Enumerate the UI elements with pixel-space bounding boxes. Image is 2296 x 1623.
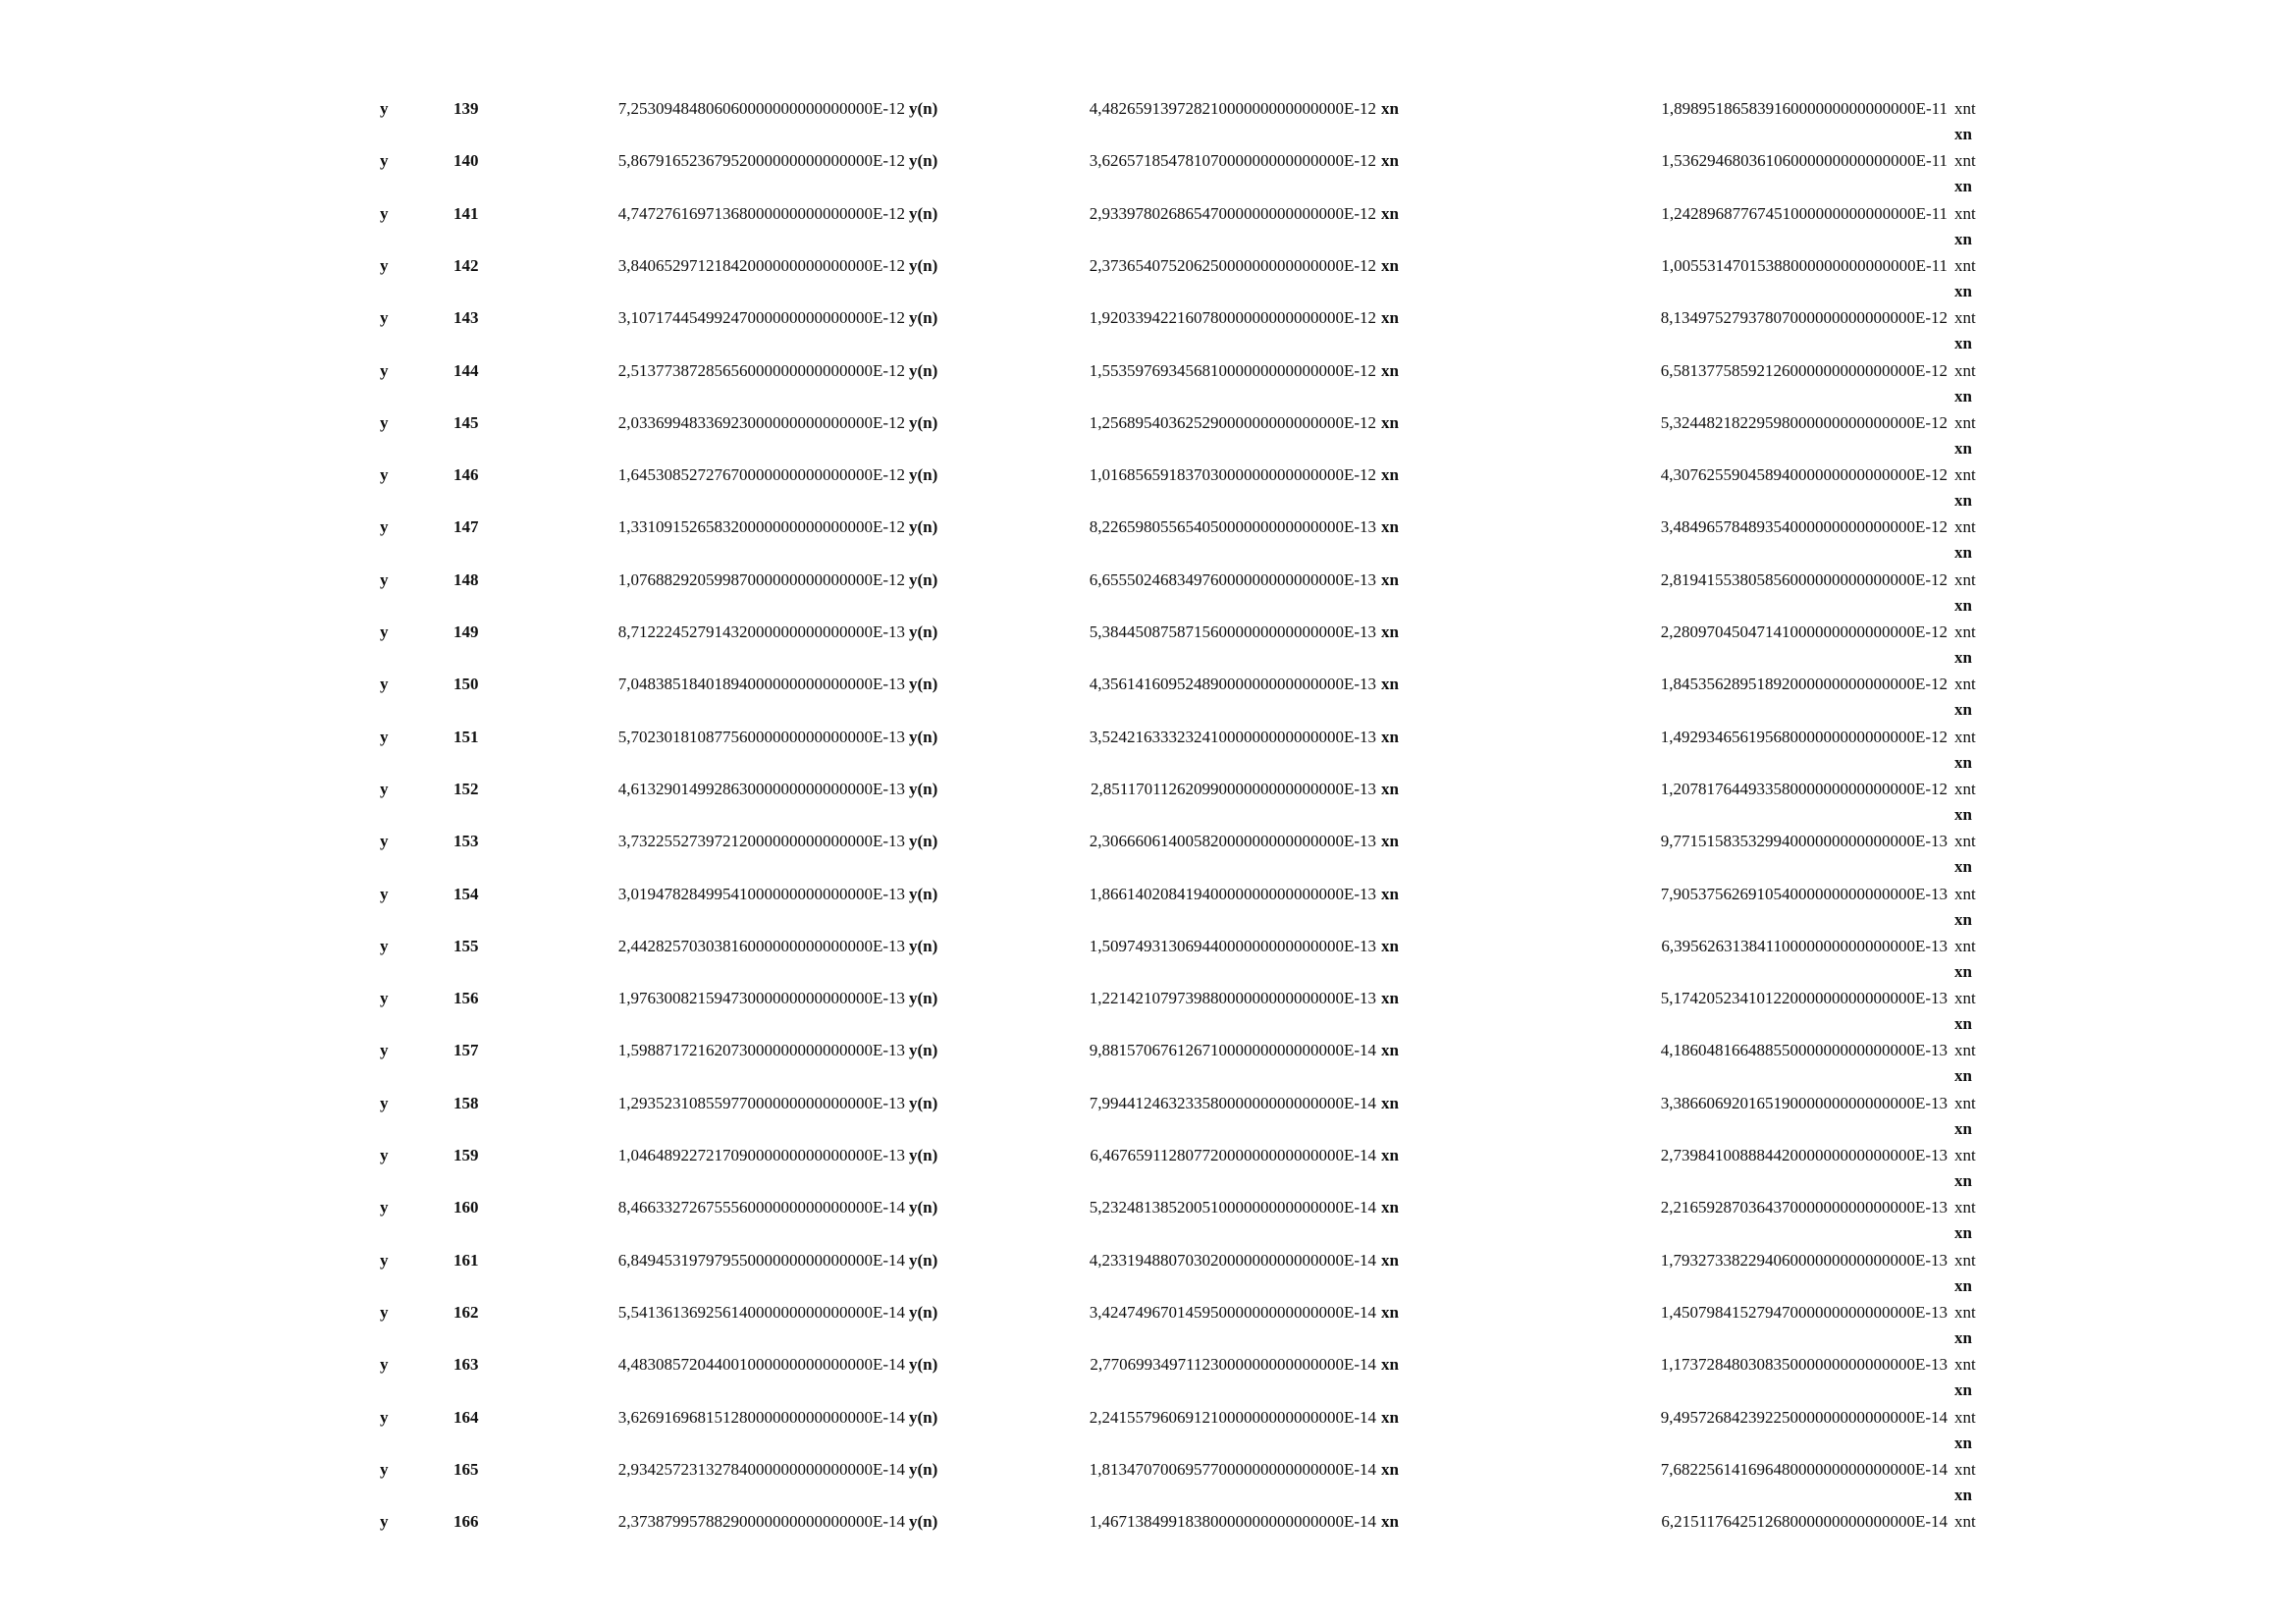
table-row <box>0 308 2296 360</box>
label-xnt: xnt <box>1954 1460 1976 1479</box>
row-label-y: y <box>380 885 389 903</box>
label-xn-continued: xn <box>1954 1119 1972 1138</box>
label-xn-continued: xn <box>1954 805 1972 824</box>
label-xn: xn <box>1381 256 1399 275</box>
value-y-n: 7,04838518401894000000000000000E-13 <box>617 675 905 693</box>
value-y-n: 2,51377387285656000000000000000E-12 <box>617 361 905 380</box>
value-xn: 4,35614160952489000000000000000E-13 <box>1089 675 1376 693</box>
value-xn: 2,85117011262099000000000000000E-13 <box>1090 780 1376 798</box>
row-index: 145 <box>454 413 479 432</box>
table-row <box>0 780 2296 832</box>
label-xn: xn <box>1381 413 1399 432</box>
table-row <box>0 465 2296 517</box>
row-index: 163 <box>454 1355 479 1374</box>
label-xn-continued: xn <box>1954 1171 1972 1190</box>
row-label-y: y <box>380 1303 389 1322</box>
label-xnt: xnt <box>1954 989 1976 1007</box>
row-index: 162 <box>454 1303 479 1322</box>
value-xn: 3,52421633323241000000000000000E-13 <box>1089 728 1376 746</box>
table-row <box>0 99 2296 151</box>
value-xnt: 6,58137758592126000000000000000E-12 <box>1660 361 1948 380</box>
value-y-n: 8,71222452791432000000000000000E-13 <box>617 622 905 641</box>
value-xn: 1,55359769345681000000000000000E-12 <box>1089 361 1376 380</box>
value-xn: 6,65550246834976000000000000000E-13 <box>1089 570 1376 589</box>
row-label-y: y <box>380 1460 389 1479</box>
label-y-n: y(n) <box>909 570 938 589</box>
value-y-n: 3,73225527397212000000000000000E-13 <box>617 832 905 850</box>
label-y-n: y(n) <box>909 151 938 170</box>
row-label-y: y <box>380 517 389 536</box>
row-label-y: y <box>380 465 389 484</box>
value-xn: 5,23248138520051000000000000000E-14 <box>1089 1198 1376 1217</box>
table-row <box>0 1460 2296 1512</box>
value-xn: 4,23319488070302000000000000000E-14 <box>1089 1251 1376 1270</box>
table-row <box>0 361 2296 413</box>
table-row <box>0 937 2296 989</box>
value-xnt: 1,53629468036106000000000000000E-11 <box>1661 151 1948 170</box>
label-xn: xn <box>1381 361 1399 380</box>
value-xnt: 1,00553147015388000000000000000E-11 <box>1661 256 1948 275</box>
value-xnt: 9,49572684239225000000000000000E-14 <box>1660 1408 1948 1427</box>
label-y-n: y(n) <box>909 1198 938 1217</box>
value-xnt: 2,21659287036437000000000000000E-13 <box>1660 1198 1948 1217</box>
row-label-y: y <box>380 728 389 746</box>
label-xn: xn <box>1381 204 1399 223</box>
label-xnt: xnt <box>1954 1251 1976 1270</box>
value-xn: 1,01685659183703000000000000000E-12 <box>1089 465 1376 484</box>
value-y-n: 5,70230181087756000000000000000E-13 <box>617 728 905 746</box>
label-xnt: xnt <box>1954 1146 1976 1164</box>
table-row <box>0 1251 2296 1303</box>
value-y-n: 4,74727616971368000000000000000E-12 <box>617 204 905 223</box>
table-row <box>0 1355 2296 1407</box>
table-row <box>0 675 2296 727</box>
label-y-n: y(n) <box>909 832 938 850</box>
label-xnt: xnt <box>1954 675 1976 693</box>
label-xn: xn <box>1381 832 1399 850</box>
row-label-y: y <box>380 937 389 955</box>
row-label-y: y <box>380 1251 389 1270</box>
value-y-n: 5,86791652367952000000000000000E-12 <box>617 151 905 170</box>
table-row <box>0 832 2296 884</box>
row-index: 142 <box>454 256 479 275</box>
row-index: 152 <box>454 780 479 798</box>
label-xn: xn <box>1381 465 1399 484</box>
value-xn: 1,50974931306944000000000000000E-13 <box>1089 937 1376 955</box>
row-index: 161 <box>454 1251 479 1270</box>
value-y-n: 1,97630082159473000000000000000E-13 <box>617 989 905 1007</box>
value-xnt: 6,21511764251268000000000000000E-14 <box>1661 1512 1948 1531</box>
label-xn: xn <box>1381 1094 1399 1112</box>
value-xnt: 1,45079841527947000000000000000E-13 <box>1660 1303 1948 1322</box>
row-label-y: y <box>380 204 389 223</box>
label-xnt: xnt <box>1954 99 1976 118</box>
label-xn: xn <box>1381 1355 1399 1374</box>
value-xn: 1,22142107973988000000000000000E-13 <box>1089 989 1376 1007</box>
row-label-y: y <box>380 308 389 327</box>
label-xnt: xnt <box>1954 570 1976 589</box>
label-xn-continued: xn <box>1954 1276 1972 1295</box>
label-y-n: y(n) <box>909 1355 938 1374</box>
label-xn: xn <box>1381 1251 1399 1270</box>
row-label-y: y <box>380 622 389 641</box>
row-label-y: y <box>380 1146 389 1164</box>
row-label-y: y <box>380 99 389 118</box>
label-xn: xn <box>1381 885 1399 903</box>
label-y-n: y(n) <box>909 780 938 798</box>
table-row <box>0 570 2296 622</box>
label-xnt: xnt <box>1954 465 1976 484</box>
value-y-n: 7,25309484806060000000000000000E-12 <box>617 99 905 118</box>
value-xnt: 2,28097045047141000000000000000E-12 <box>1660 622 1948 641</box>
value-xn: 8,22659805565405000000000000000E-13 <box>1089 517 1376 536</box>
label-xnt: xnt <box>1954 728 1976 746</box>
value-xn: 2,30666061400582000000000000000E-13 <box>1089 832 1376 850</box>
value-xnt: 9,77151583532994000000000000000E-13 <box>1660 832 1948 850</box>
label-xn: xn <box>1381 989 1399 1007</box>
value-xn: 4,48265913972821000000000000000E-12 <box>1089 99 1376 118</box>
label-xn: xn <box>1381 1460 1399 1479</box>
label-y-n: y(n) <box>909 99 938 118</box>
value-y-n: 1,64530852727670000000000000000E-12 <box>617 465 905 484</box>
label-xn-continued: xn <box>1954 387 1972 406</box>
label-y-n: y(n) <box>909 361 938 380</box>
label-y-n: y(n) <box>909 413 938 432</box>
value-y-n: 1,04648922721709000000000000000E-13 <box>617 1146 905 1164</box>
value-xnt: 1,24289687767451000000000000000E-11 <box>1661 204 1948 223</box>
label-xn: xn <box>1381 937 1399 955</box>
table-row <box>0 151 2296 203</box>
table-row <box>0 204 2296 256</box>
label-xn: xn <box>1381 1303 1399 1322</box>
label-xn-continued: xn <box>1954 648 1972 667</box>
row-label-y: y <box>380 1041 389 1059</box>
row-index: 155 <box>454 937 479 955</box>
label-xn-continued: xn <box>1954 857 1972 876</box>
value-xn: 7,99441246323358000000000000000E-14 <box>1089 1094 1376 1112</box>
label-xnt: xnt <box>1954 308 1976 327</box>
value-y-n: 1,29352310855977000000000000000E-13 <box>617 1094 905 1112</box>
value-xnt: 7,90537562691054000000000000000E-13 <box>1660 885 1948 903</box>
label-xnt: xnt <box>1954 151 1976 170</box>
value-xn: 3,62657185478107000000000000000E-12 <box>1089 151 1376 170</box>
label-y-n: y(n) <box>909 937 938 955</box>
value-xn: 2,77069934971123000000000000000E-14 <box>1090 1355 1376 1374</box>
value-y-n: 3,01947828499541000000000000000E-13 <box>617 885 905 903</box>
table-row <box>0 517 2296 569</box>
label-xnt: xnt <box>1954 622 1976 641</box>
label-y-n: y(n) <box>909 622 938 641</box>
value-xnt: 7,68225614169648000000000000000E-14 <box>1660 1460 1948 1479</box>
label-xn-continued: xn <box>1954 700 1972 719</box>
label-xn: xn <box>1381 1041 1399 1059</box>
value-xnt: 1,89895186583916000000000000000E-11 <box>1661 99 1948 118</box>
label-xn: xn <box>1381 151 1399 170</box>
row-index: 140 <box>454 151 479 170</box>
row-index: 148 <box>454 570 479 589</box>
label-y-n: y(n) <box>909 885 938 903</box>
label-xn-continued: xn <box>1954 1223 1972 1242</box>
label-xn: xn <box>1381 1198 1399 1217</box>
value-xnt: 8,13497527937807000000000000000E-12 <box>1660 308 1948 327</box>
label-xn: xn <box>1381 622 1399 641</box>
label-y-n: y(n) <box>909 256 938 275</box>
table-row <box>0 728 2296 780</box>
label-y-n: y(n) <box>909 728 938 746</box>
table-row <box>0 885 2296 937</box>
label-xn: xn <box>1381 780 1399 798</box>
label-xnt: xnt <box>1954 204 1976 223</box>
label-xn-continued: xn <box>1954 1066 1972 1085</box>
label-y-n: y(n) <box>909 1408 938 1427</box>
row-label-y: y <box>380 151 389 170</box>
label-y-n: y(n) <box>909 1512 938 1531</box>
table-row <box>0 1146 2296 1198</box>
value-y-n: 1,07688292059987000000000000000E-12 <box>617 570 905 589</box>
row-index: 154 <box>454 885 479 903</box>
row-label-y: y <box>380 1094 389 1112</box>
row-index: 144 <box>454 361 479 380</box>
row-index: 141 <box>454 204 479 223</box>
label-xn-continued: xn <box>1954 1380 1972 1399</box>
row-index: 165 <box>454 1460 479 1479</box>
label-y-n: y(n) <box>909 675 938 693</box>
table-row <box>0 622 2296 675</box>
label-xnt: xnt <box>1954 1408 1976 1427</box>
label-xn: xn <box>1381 99 1399 118</box>
label-xn-continued: xn <box>1954 230 1972 248</box>
table-row <box>0 1094 2296 1146</box>
row-index: 143 <box>454 308 479 327</box>
value-xnt: 6,39562631384110000000000000000E-13 <box>1661 937 1948 955</box>
label-xn-continued: xn <box>1954 1328 1972 1347</box>
row-index: 156 <box>454 989 479 1007</box>
label-xnt: xnt <box>1954 1303 1976 1322</box>
label-xn-continued: xn <box>1954 177 1972 195</box>
label-y-n: y(n) <box>909 517 938 536</box>
value-xnt: 1,49293465619568000000000000000E-12 <box>1660 728 1948 746</box>
label-xnt: xnt <box>1954 832 1976 850</box>
value-xnt: 5,32448218229598000000000000000E-12 <box>1660 413 1948 432</box>
label-xnt: xnt <box>1954 413 1976 432</box>
value-y-n: 6,84945319797955000000000000000E-14 <box>617 1251 905 1270</box>
label-xnt: xnt <box>1954 1041 1976 1059</box>
row-label-y: y <box>380 675 389 693</box>
label-xn-continued: xn <box>1954 753 1972 772</box>
row-label-y: y <box>380 989 389 1007</box>
value-xn: 3,42474967014595000000000000000E-14 <box>1089 1303 1376 1322</box>
value-xn: 1,86614020841940000000000000000E-13 <box>1089 885 1376 903</box>
label-xnt: xnt <box>1954 937 1976 955</box>
label-xn: xn <box>1381 1408 1399 1427</box>
value-xn: 1,81347070069577000000000000000E-14 <box>1089 1460 1376 1479</box>
label-xn-continued: xn <box>1954 1014 1972 1033</box>
value-y-n: 3,10717445499247000000000000000E-12 <box>617 308 905 327</box>
label-xnt: xnt <box>1954 361 1976 380</box>
value-xn: 5,38445087587156000000000000000E-13 <box>1089 622 1376 641</box>
row-index: 146 <box>454 465 479 484</box>
value-y-n: 1,59887172162073000000000000000E-13 <box>617 1041 905 1059</box>
label-xn-continued: xn <box>1954 543 1972 562</box>
label-y-n: y(n) <box>909 308 938 327</box>
value-xn: 2,37365407520625000000000000000E-12 <box>1089 256 1376 275</box>
label-y-n: y(n) <box>909 1460 938 1479</box>
table-row <box>0 1512 2296 1564</box>
label-xnt: xnt <box>1954 517 1976 536</box>
value-xnt: 2,81941553805856000000000000000E-12 <box>1660 570 1948 589</box>
row-label-y: y <box>380 361 389 380</box>
value-xn: 9,88157067612671000000000000000E-14 <box>1089 1041 1376 1059</box>
label-y-n: y(n) <box>909 465 938 484</box>
label-xn-continued: xn <box>1954 962 1972 981</box>
value-xnt: 4,30762559045894000000000000000E-12 <box>1660 465 1948 484</box>
label-y-n: y(n) <box>909 1041 938 1059</box>
label-xnt: xnt <box>1954 1512 1976 1531</box>
row-label-y: y <box>380 1355 389 1374</box>
value-xn: 1,46713849918380000000000000000E-14 <box>1089 1512 1376 1531</box>
row-label-y: y <box>380 1408 389 1427</box>
table-row <box>0 1408 2296 1460</box>
row-index: 151 <box>454 728 479 746</box>
label-y-n: y(n) <box>909 1303 938 1322</box>
label-xn: xn <box>1381 1512 1399 1531</box>
label-xn-continued: xn <box>1954 491 1972 510</box>
row-index: 150 <box>454 675 479 693</box>
row-label-y: y <box>380 570 389 589</box>
label-xn-continued: xn <box>1954 596 1972 615</box>
value-y-n: 1,33109152658320000000000000000E-12 <box>617 517 905 536</box>
label-y-n: y(n) <box>909 204 938 223</box>
row-index: 139 <box>454 99 479 118</box>
row-index: 166 <box>454 1512 479 1531</box>
value-y-n: 2,37387995788290000000000000000E-14 <box>617 1512 905 1531</box>
value-xn: 2,93397802686547000000000000000E-12 <box>1089 204 1376 223</box>
label-xn-continued: xn <box>1954 1434 1972 1452</box>
label-xn-continued: xn <box>1954 125 1972 143</box>
label-xn: xn <box>1381 517 1399 536</box>
table-row <box>0 1198 2296 1250</box>
label-xnt: xnt <box>1954 1355 1976 1374</box>
label-xn: xn <box>1381 675 1399 693</box>
table-row <box>0 1041 2296 1093</box>
value-y-n: 2,44282570303816000000000000000E-13 <box>617 937 905 955</box>
row-label-y: y <box>380 1198 389 1217</box>
row-index: 149 <box>454 622 479 641</box>
value-y-n: 2,03369948336923000000000000000E-12 <box>617 413 905 432</box>
row-index: 157 <box>454 1041 479 1059</box>
label-xnt: xnt <box>1954 885 1976 903</box>
row-index: 158 <box>454 1094 479 1112</box>
label-xn-continued: xn <box>1954 334 1972 352</box>
value-y-n: 5,54136136925614000000000000000E-14 <box>617 1303 905 1322</box>
value-y-n: 8,46633272675556000000000000000E-14 <box>617 1198 905 1217</box>
value-xnt: 1,84535628951892000000000000000E-12 <box>1660 675 1948 693</box>
row-index: 147 <box>454 517 479 536</box>
label-xn-continued: xn <box>1954 1486 1972 1504</box>
value-xnt: 3,48496578489354000000000000000E-12 <box>1660 517 1948 536</box>
label-xn: xn <box>1381 308 1399 327</box>
label-xnt: xnt <box>1954 256 1976 275</box>
label-xnt: xnt <box>1954 1198 1976 1217</box>
row-label-y: y <box>380 256 389 275</box>
value-xnt: 2,73984100888442000000000000000E-13 <box>1660 1146 1948 1164</box>
label-y-n: y(n) <box>909 1094 938 1112</box>
value-xnt: 1,20781764493358000000000000000E-12 <box>1660 780 1948 798</box>
label-xn: xn <box>1381 728 1399 746</box>
label-xn-continued: xn <box>1954 439 1972 458</box>
value-y-n: 2,93425723132784000000000000000E-14 <box>617 1460 905 1479</box>
row-label-y: y <box>380 413 389 432</box>
label-y-n: y(n) <box>909 1251 938 1270</box>
row-index: 160 <box>454 1198 479 1217</box>
label-xnt: xnt <box>1954 1094 1976 1112</box>
label-xn-continued: xn <box>1954 282 1972 300</box>
value-y-n: 4,48308572044001000000000000000E-14 <box>617 1355 905 1374</box>
value-xnt: 3,38660692016519000000000000000E-13 <box>1660 1094 1948 1112</box>
table-row <box>0 1303 2296 1355</box>
value-xnt: 1,79327338229406000000000000000E-13 <box>1660 1251 1948 1270</box>
table-row <box>0 413 2296 465</box>
label-xn-continued: xn <box>1954 910 1972 929</box>
value-xn: 6,46765911280772000000000000000E-14 <box>1090 1146 1376 1164</box>
value-xn: 2,24155796069121000000000000000E-14 <box>1089 1408 1376 1427</box>
table-row <box>0 989 2296 1041</box>
value-xn: 1,25689540362529000000000000000E-12 <box>1089 413 1376 432</box>
row-index: 153 <box>454 832 479 850</box>
value-y-n: 3,62691696815128000000000000000E-14 <box>617 1408 905 1427</box>
table-row <box>0 256 2296 308</box>
value-xnt: 5,17420523410122000000000000000E-13 <box>1660 989 1948 1007</box>
row-label-y: y <box>380 1512 389 1531</box>
label-xn: xn <box>1381 570 1399 589</box>
label-xnt: xnt <box>1954 780 1976 798</box>
label-y-n: y(n) <box>909 989 938 1007</box>
value-xn: 1,92033942216078000000000000000E-12 <box>1089 308 1376 327</box>
value-xnt: 4,18604816648855000000000000000E-13 <box>1660 1041 1948 1059</box>
value-xnt: 1,17372848030835000000000000000E-13 <box>1660 1355 1948 1374</box>
value-y-n: 3,84065297121842000000000000000E-12 <box>617 256 905 275</box>
row-label-y: y <box>380 780 389 798</box>
label-xn: xn <box>1381 1146 1399 1164</box>
row-label-y: y <box>380 832 389 850</box>
value-y-n: 4,61329014992863000000000000000E-13 <box>617 780 905 798</box>
label-y-n: y(n) <box>909 1146 938 1164</box>
row-index: 159 <box>454 1146 479 1164</box>
row-index: 164 <box>454 1408 479 1427</box>
